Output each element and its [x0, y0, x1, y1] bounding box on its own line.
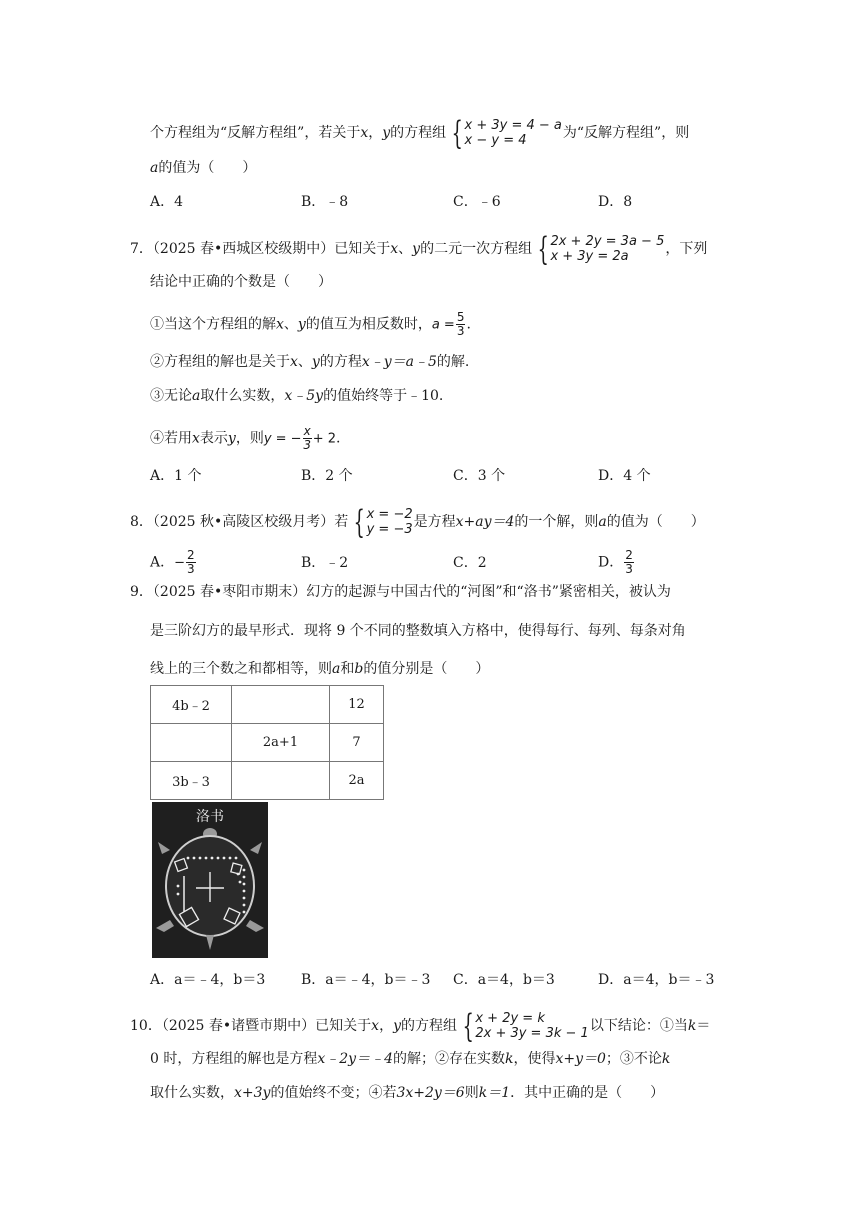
q6-option-c: C．﹣6	[453, 194, 501, 210]
grid-cell	[151, 724, 232, 762]
q10-line1: 10．（2025 春•诸暨市期中）已知关于x，y的方程组 { x + 2y = k 2x + 3y = 3k − 1 以下结论：①当k＝	[130, 1007, 711, 1045]
q7-statement-1: ①当这个方程组的解x、y的值互为相反数时，a = $\frac{5}{3}$ .	[150, 310, 471, 338]
magic-square-grid	[150, 685, 384, 800]
q8-option-b: B．﹣2	[301, 555, 349, 571]
q7-statement-2: ②方程组的解也是关于x、y的方程x﹣y＝a﹣5的解.	[150, 354, 470, 370]
grid-cell: 2a	[330, 762, 384, 800]
grid-cell: 7	[330, 724, 384, 762]
q8-line1: 8．（2025 秋•高陵区校级月考）若 { x = −2 y = −3 是方程x+ay＝4的一个解，则a的值为（ ）	[130, 503, 705, 541]
q9-option-b: B．a＝﹣4，b＝﹣3	[301, 972, 431, 988]
q8-option-d: D． $\frac{2}{3}$	[598, 548, 633, 576]
turtle-icon	[152, 802, 268, 958]
q7-option-a: A．1 个	[150, 468, 202, 484]
q10-line2: 0 时，方程组的解也是方程x﹣2y＝﹣4的解；②存在实数k，使得x+y＝0；③不论k	[150, 1051, 671, 1067]
q9-option-a: A．a＝﹣4，b＝3	[150, 972, 266, 988]
q8-option-c: C．2	[453, 555, 487, 571]
q9-option-d: D．a＝4，b＝﹣3	[598, 972, 715, 988]
q10-line3: 取什么实数，x+3y的值始终不变；④若3x+2y＝6则k＝1．其中正确的是（ ）	[150, 1085, 665, 1101]
grid-cell: 12	[330, 686, 384, 724]
grid-cell: 4b﹣2	[151, 686, 232, 724]
q9-option-c: C．a＝4，b＝3	[453, 972, 555, 988]
grid-cell: 2a+1	[232, 724, 330, 762]
q7-statement-4: ④若用x表示y，则y = − $\frac{x}{3}$ + 2.	[150, 424, 341, 452]
q7-line1: 7．（2025 春•西城区校级期中）已知关于x、y的二元一次方程组 { 2x + 2y = 3a − 5 x + 3y = 2a ，下列	[130, 230, 708, 268]
q7-fraction-5-3: $\frac{5}{3}$	[456, 310, 465, 338]
q7-equation-system: { 2x + 2y = 3a − 5 x + 3y = 2a	[537, 230, 665, 268]
q6-equation-system: { x + 3y = 4 − a x − y = 4	[451, 114, 562, 152]
luoshu-title: 洛书	[196, 809, 224, 825]
luoshu-turtle-image	[152, 802, 268, 958]
grid-cell: 3b﹣3	[151, 762, 232, 800]
table-row	[151, 762, 384, 800]
q7-line2: 结论中正确的个数是（ ）	[150, 274, 332, 290]
q6-line1: 个方程组为“反解方程组”，若关于x，y的方程组 { x + 3y = 4 − a x − y = 4 为“反解方程组”，则	[150, 114, 690, 152]
q8-option-a: A．− $\frac{2}{3}$	[150, 548, 195, 576]
q9-line2: 是三阶幻方的最早形式．现将 9 个不同的整数填入方格中，使得每行、每列、每条对角	[150, 623, 686, 639]
grid-cell	[232, 762, 330, 800]
q7-option-d: D．4 个	[598, 468, 651, 484]
table-row	[151, 686, 384, 724]
q9-line3: 线上的三个数之和都相等，则a和b的值分别是（ ）	[150, 661, 490, 677]
q7-option-c: C．3 个	[453, 468, 506, 484]
q7-option-b: B．2 个	[301, 468, 353, 484]
q10-equation-system: { x + 2y = k 2x + 3y = 3k − 1	[462, 1007, 589, 1045]
q6-option-d: D．8	[598, 194, 633, 210]
q8-equation-system: { x = −2 y = −3	[353, 503, 413, 541]
q6-option-a: A．4	[150, 194, 184, 210]
grid-cell	[232, 686, 330, 724]
q7-statement-3: ③无论a取什么实数，x﹣5y的值始终等于﹣10.	[150, 388, 444, 404]
q9-line1: 9．（2025 春•枣阳市期末）幻方的起源与中国古代的“河图”和“洛书”紧密相关，被认为	[130, 584, 671, 600]
q6-line2: a的值为（ ）	[150, 160, 257, 176]
q6-option-b: B．﹣8	[301, 194, 349, 210]
table-row	[151, 724, 384, 762]
q7-fraction-x-3: $\frac{x}{3}$	[303, 424, 311, 452]
